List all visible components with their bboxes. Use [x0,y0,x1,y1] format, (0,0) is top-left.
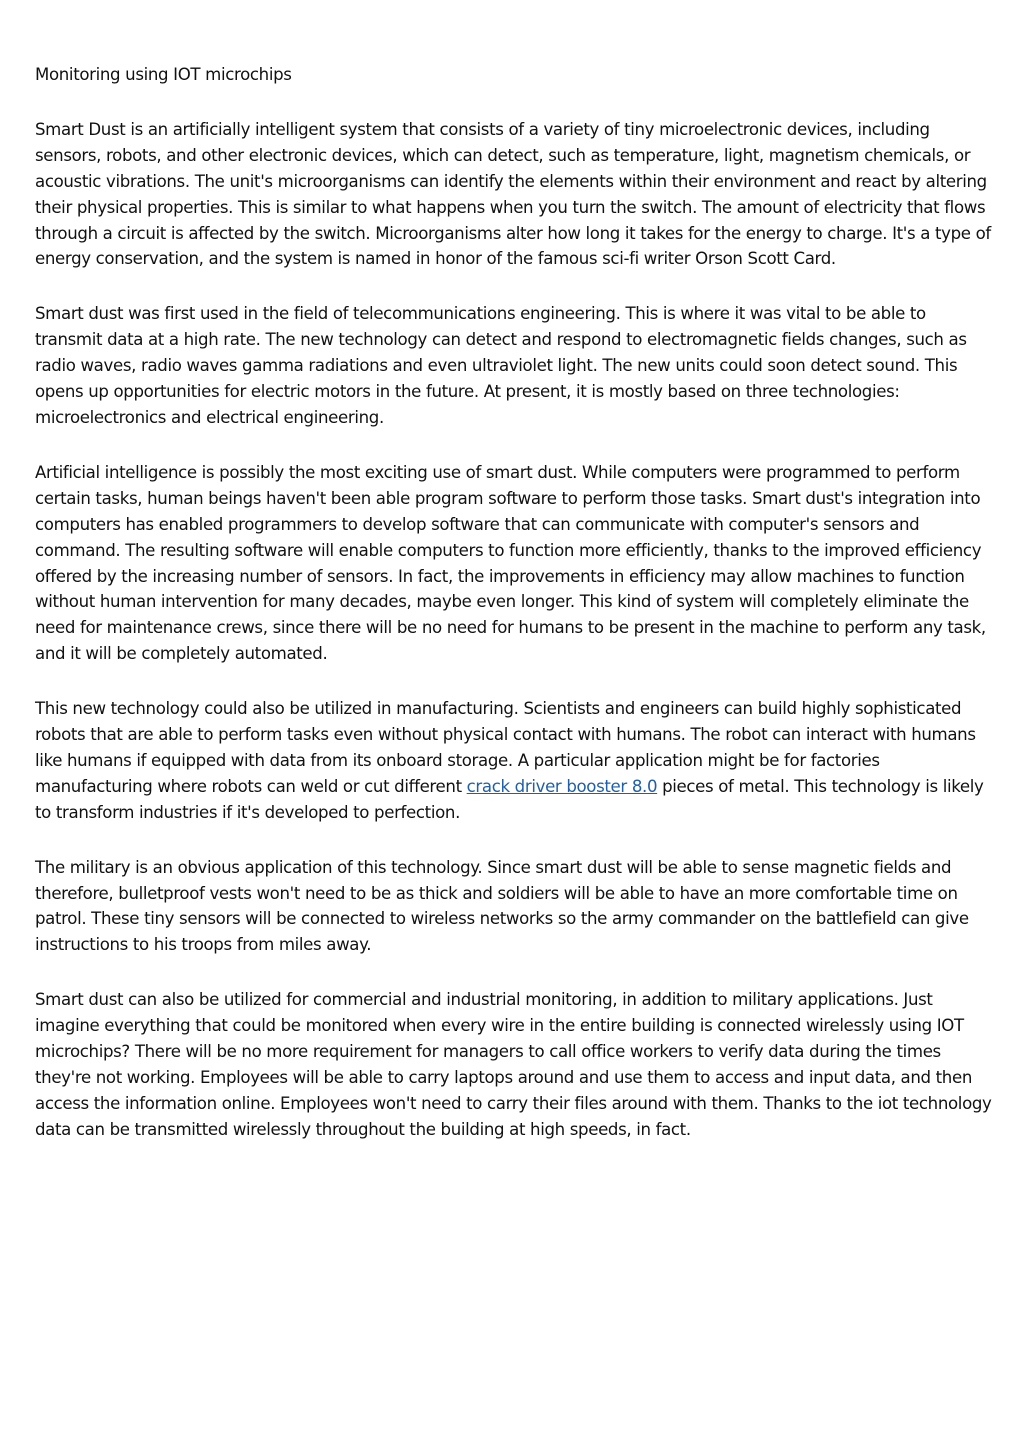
crack-driver-booster-link[interactable]: crack driver booster 8.0 [466,776,658,796]
document-body [35,62,995,1172]
paragraph-military: The military is an obvious application of this technology. Since smart dust will be able to sense magnetic fields and therefore, bulletproof vests won't need to be as thick and soldiers will be able to have an more comfortable time on patrol. These tiny sensors will be connected to wireless networks so the army commander on the battlefield can give instructions to his troops from miles away. [35,857,969,955]
paragraph-artificial-intelligence: Artificial intelligence is possibly the most exciting use of smart dust. While computers were programmed to perform certain tasks, human beings haven't been able program software to perform those tasks. Smart dust's integration into computers has enabled programmers to develop software that can communicate with computer's sensors and command. The resulting software will enable computers to function more efficiently, thanks to the improved efficiency offered by the increasing number of sensors. In fact, the improvements in efficiency may allow machines to function without human intervention for many decades, maybe even longer. This kind of system will completely eliminate the need for maintenance crews, since there will be no need for humans to be present in the machine to perform any task, and it will be completely automated. [35,462,986,664]
manufacturing-text-after-link: pieces of metal. This technology is likely to transform industries if it's developed to perfection. [35,776,984,822]
document-title: Monitoring using IOT microchips [35,65,292,84]
paragraph-manufacturing [35,696,995,826]
paragraph-telecommunications: Smart dust was first used in the field of telecommunications engineering. This is where it was vital to be able to transmit data at a high rate. The new technology can detect and respond to electromagnetic fields changes, such as radio waves, radio waves gamma radiations and even ultraviolet light. The new units could soon detect sound. This opens up opportunities for electric motors in the future. At present, it is mostly based on three technologies: microelectronics and electrical engineering. [35,304,967,427]
manufacturing-text-before-link: This new technology could also be utilized in manufacturing. Scientists and engineers can build highly sophisticated robots that are able to perform tasks even without physical contact with humans. The robot can interact with humans like humans if equipped with data from its onboard storage. A particular application might be for factories manufacturing where robots can weld or cut different [35,699,976,796]
paragraph-smart-dust-intro: Smart Dust is an artificially intelligent system that consists of a variety of tiny microelectronic devices, including sensors, robots, and other electronic devices, which can detect, such as temperature, light, magnetism chemicals, or acoustic vibrations. The unit's microorganisms can identify the elements within their environment and react by altering their physical properties. This is similar to what happens when you turn the switch. The amount of electricity that flows through a circuit is affected by the switch. Microorganisms alter how long it takes for the energy to charge. It's a type of energy conservation, and the system is named in honor of the famous sci-fi writer Orson Scott Card. [35,119,991,269]
paragraph-commercial-monitoring: Smart dust can also be utilized for commercial and industrial monitoring, in addition to military applications. Just imagine everything that could be monitored when every wire in the entire building is connected wirelessly using IOT microchips? There will be no more requirement for managers to call office workers to verify data during the times they're not working. Employees will be able to carry laptops around and use them to access and input data, and then access the information online. Employees won't need to carry their files around with them. Thanks to the iot technology data can be transmitted wirelessly throughout the building at high speeds, in fact. [35,990,992,1139]
